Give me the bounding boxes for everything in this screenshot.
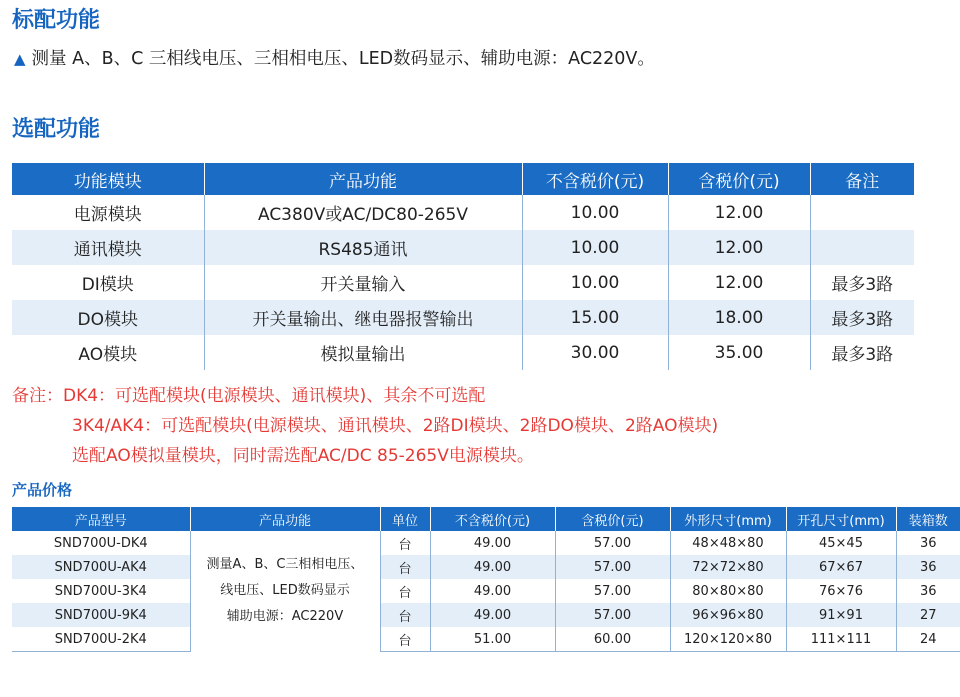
header-model: 产品型号 bbox=[12, 507, 190, 531]
cell-price-ex-tax: 15.00 bbox=[522, 300, 668, 335]
cell-price-ex-tax: 49.00 bbox=[430, 531, 555, 555]
cell-module: AO模块 bbox=[12, 335, 204, 370]
cell-cutout: 76×76 bbox=[786, 579, 896, 603]
cell-function: 开关量输入 bbox=[204, 265, 522, 300]
cell-price-inc-tax: 12.00 bbox=[668, 265, 810, 300]
header-function: 产品功能 bbox=[204, 163, 522, 195]
table-row bbox=[12, 579, 960, 603]
header-unit: 单位 bbox=[380, 507, 430, 531]
cell-remark bbox=[810, 195, 914, 230]
optional-title: 选配功能 bbox=[12, 117, 101, 142]
cell-cutout: 91×91 bbox=[786, 603, 896, 627]
standard-features bbox=[14, 48, 655, 70]
cell-price-inc-tax: 35.00 bbox=[668, 335, 810, 370]
cell-function: 开关量输出、继电器报警输出 bbox=[204, 300, 522, 335]
header-price-inc-tax: 含税价(元) bbox=[668, 163, 810, 195]
cell-remark bbox=[810, 230, 914, 265]
remarks-block bbox=[12, 381, 718, 471]
cell-price-ex-tax: 10.00 bbox=[522, 265, 668, 300]
header-box-qty: 装箱数 bbox=[896, 507, 960, 531]
cell-function: 模拟量输出 bbox=[204, 335, 522, 370]
table-row bbox=[12, 627, 960, 652]
cell-price-ex-tax: 49.00 bbox=[430, 579, 555, 603]
cell-price-ex-tax: 30.00 bbox=[522, 335, 668, 370]
cell-price-inc-tax: 57.00 bbox=[555, 603, 670, 627]
cell-price-inc-tax: 57.00 bbox=[555, 579, 670, 603]
cell-unit: 台 bbox=[380, 555, 430, 579]
cell-model: SND700U-2K4 bbox=[12, 627, 190, 652]
header-remark: 备注 bbox=[810, 163, 914, 195]
table-row bbox=[12, 195, 914, 230]
remark-line-2: 3K4/AK4：可选配模块(电源模块、通讯模块、2路DI模块、2路DO模块、2路AO模块) bbox=[72, 416, 719, 436]
standard-text: 测量 A、B、C 三相线电压、三相相电压、LED数码显示、辅助电源：AC220V。 bbox=[31, 49, 655, 69]
cell-unit: 台 bbox=[380, 531, 430, 555]
cell-price-inc-tax: 18.00 bbox=[668, 300, 810, 335]
cell-cutout: 45×45 bbox=[786, 531, 896, 555]
table-row bbox=[12, 265, 914, 300]
cell-price-ex-tax: 49.00 bbox=[430, 555, 555, 579]
remark-line-3: 选配AO模拟量模块，同时需选配AC/DC 85-265V电源模块。 bbox=[72, 446, 534, 466]
cell-model: SND700U-AK4 bbox=[12, 555, 190, 579]
cell-dimensions: 120×120×80 bbox=[670, 627, 786, 652]
header-price-ex-tax: 不含税价(元) bbox=[522, 163, 668, 195]
optional-modules-table bbox=[12, 163, 914, 370]
cell-remark: 最多3路 bbox=[810, 300, 914, 335]
table-row bbox=[12, 531, 960, 555]
cell-model: SND700U-DK4 bbox=[12, 531, 190, 555]
cell-module: 电源模块 bbox=[12, 195, 204, 230]
table-header-row bbox=[12, 163, 914, 195]
function-line-2: 线电压、LED数码显示 bbox=[220, 583, 350, 599]
table-row bbox=[12, 300, 914, 335]
cell-function: RS485通讯 bbox=[204, 230, 522, 265]
header-price-inc-tax: 含税价(元) bbox=[555, 507, 670, 531]
cell-dimensions: 48×48×80 bbox=[670, 531, 786, 555]
header-function: 产品功能 bbox=[190, 507, 380, 531]
header-dimensions: 外形尺寸(mm) bbox=[670, 507, 786, 531]
cell-price-ex-tax: 10.00 bbox=[522, 195, 668, 230]
cell-price-inc-tax: 60.00 bbox=[555, 627, 670, 652]
cell-dimensions: 80×80×80 bbox=[670, 579, 786, 603]
cell-price-inc-tax: 57.00 bbox=[555, 531, 670, 555]
cell-module: DO模块 bbox=[12, 300, 204, 335]
cell-model: SND700U-3K4 bbox=[12, 579, 190, 603]
cell-unit: 台 bbox=[380, 627, 430, 652]
table-row bbox=[12, 230, 914, 265]
cell-function: AC380V或AC/DC80-265V bbox=[204, 195, 522, 230]
table-row bbox=[12, 555, 960, 579]
cell-box-qty: 36 bbox=[919, 583, 937, 599]
cell-remark: 最多3路 bbox=[831, 275, 894, 295]
cell-price-inc-tax: 12.00 bbox=[668, 230, 810, 265]
function-line-1: 测量A、B、C三相相电压、 bbox=[206, 557, 364, 573]
cell-dimensions: 96×96×80 bbox=[670, 603, 786, 627]
table-row bbox=[12, 603, 960, 627]
cell-box-qty: 27 bbox=[896, 603, 960, 627]
cell-remark: 最多3路 bbox=[831, 345, 894, 365]
cell-price-inc-tax: 12.00 bbox=[668, 195, 810, 230]
cell-box-qty: 36 bbox=[896, 555, 960, 579]
cell-price-ex-tax: 51.00 bbox=[430, 627, 555, 652]
cell-price-ex-tax: 10.00 bbox=[522, 230, 668, 265]
header-price-ex-tax: 不含税价(元) bbox=[430, 507, 555, 531]
cell-product-function bbox=[190, 531, 380, 652]
standard-title: 标配功能 bbox=[12, 8, 101, 33]
cell-cutout: 111×111 bbox=[786, 627, 896, 652]
cell-unit: 台 bbox=[380, 579, 430, 603]
function-line-3: 辅助电源：AC220V bbox=[226, 609, 344, 625]
cell-module: 通讯模块 bbox=[12, 230, 204, 265]
table-header-row bbox=[12, 507, 960, 531]
cell-box-qty: 24 bbox=[896, 627, 960, 652]
cell-dimensions: 72×72×80 bbox=[670, 555, 786, 579]
cell-unit: 台 bbox=[380, 603, 430, 627]
cell-model: SND700U-9K4 bbox=[12, 603, 190, 627]
price-table bbox=[12, 507, 960, 652]
cell-box-qty: 36 bbox=[919, 535, 937, 551]
price-title: 产品价格 bbox=[12, 481, 73, 499]
cell-price-inc-tax: 57.00 bbox=[555, 555, 670, 579]
cell-cutout: 67×67 bbox=[786, 555, 896, 579]
cell-price-ex-tax: 49.00 bbox=[430, 603, 555, 627]
header-cutout: 开孔尺寸(mm) bbox=[786, 507, 896, 531]
triangle-up-icon: ▲ bbox=[14, 50, 26, 68]
header-module: 功能模块 bbox=[12, 163, 204, 195]
table-row bbox=[12, 335, 914, 370]
remark-line-1: 备注：DK4：可选配模块(电源模块、通讯模块)、其余不可选配 bbox=[12, 386, 486, 406]
cell-module: DI模块 bbox=[12, 265, 204, 300]
